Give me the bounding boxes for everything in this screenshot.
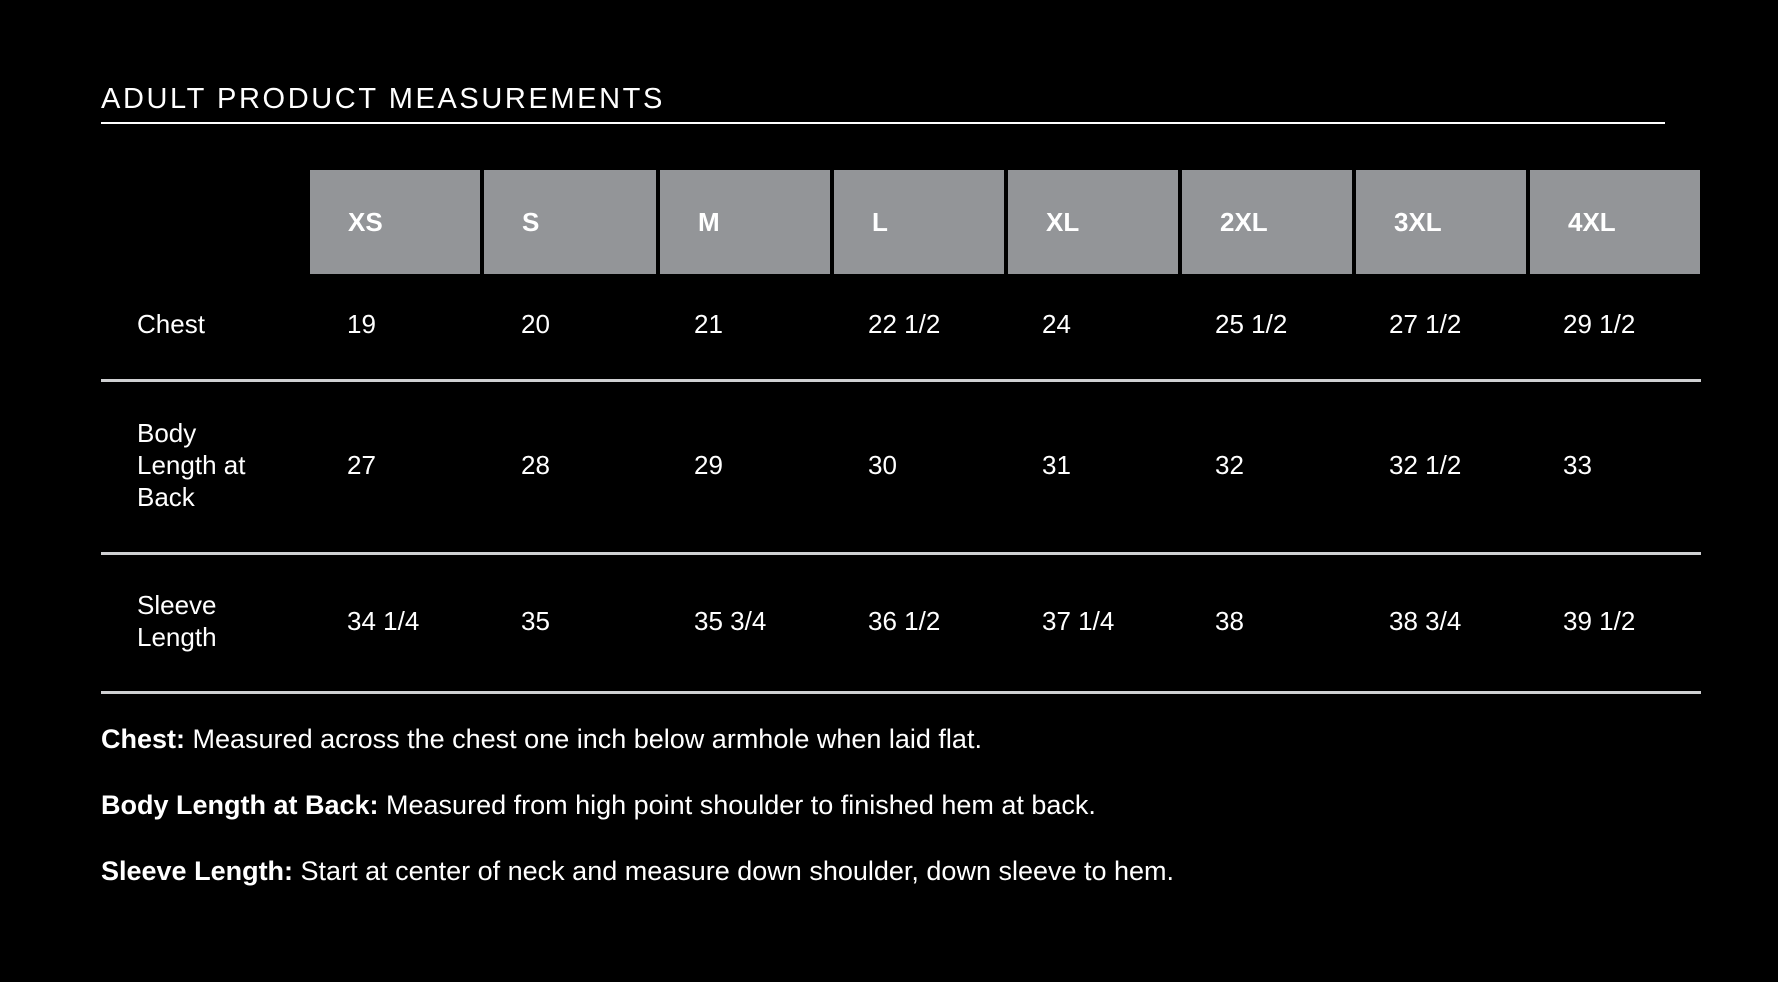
note-sleeve-length [101,854,1174,888]
row-label-line: Back [137,482,195,512]
table-cell: 36 1/2 [868,606,941,636]
size-header-l: L [834,170,1004,274]
table-cell: 33 [1563,450,1592,480]
table-cell: 27 1/2 [1389,309,1462,339]
table-cell: 19 [347,309,376,339]
table-cell: 24 [1042,309,1071,339]
note-body-length [101,788,1096,822]
size-header-2xl: 2XL [1182,170,1352,274]
table-cell: 35 [521,606,550,636]
note-chest [101,722,982,756]
size-header-xs: XS [310,170,480,274]
page-title: ADULT PRODUCT MEASUREMENTS [101,83,665,115]
size-header-3xl: 3XL [1356,170,1526,274]
note-term: Body Length at Back: [101,790,379,820]
table-cell: 37 1/4 [1042,606,1115,636]
row-divider [101,552,1701,555]
table-cell: 38 3/4 [1389,606,1462,636]
size-header-4xl: 4XL [1530,170,1700,274]
row-label-body-length [137,417,245,513]
table-cell: 27 [347,450,376,480]
note-text: Measured across the chest one inch below armhole when laid flat. [185,724,982,754]
note-text: Start at center of neck and measure down shoulder, down sleeve to hem. [293,856,1175,886]
table-cell: 25 1/2 [1215,309,1288,339]
row-label-chest: Chest [137,309,205,339]
table-cell: 35 3/4 [694,606,767,636]
table-cell: 38 [1215,606,1244,636]
table-cell: 39 1/2 [1563,606,1636,636]
row-label-sleeve-length [137,589,217,653]
table-cell: 31 [1042,450,1071,480]
row-label-line: Sleeve [137,590,217,620]
table-cell: 28 [521,450,550,480]
row-label-line: Body [137,418,197,448]
row-divider [101,691,1701,694]
row-divider [101,379,1701,382]
size-header-xl: XL [1008,170,1178,274]
size-header-s: S [484,170,656,274]
table-cell: 34 1/4 [347,606,420,636]
table-cell: 30 [868,450,897,480]
table-cell: 32 [1215,450,1244,480]
size-header-m: M [660,170,830,274]
title-underline [101,122,1665,124]
table-cell: 29 1/2 [1563,309,1636,339]
note-term: Sleeve Length: [101,856,294,886]
table-cell: 22 1/2 [868,309,941,339]
note-text: Measured from high point shoulder to finished hem at back. [378,790,1096,820]
row-label-line: Length [137,622,217,652]
table-cell: 32 1/2 [1389,450,1462,480]
table-cell: 20 [521,309,550,339]
table-cell: 21 [694,309,723,339]
table-cell: 29 [694,450,723,480]
note-term: Chest: [101,724,186,754]
row-label-line: Length at [137,450,246,480]
